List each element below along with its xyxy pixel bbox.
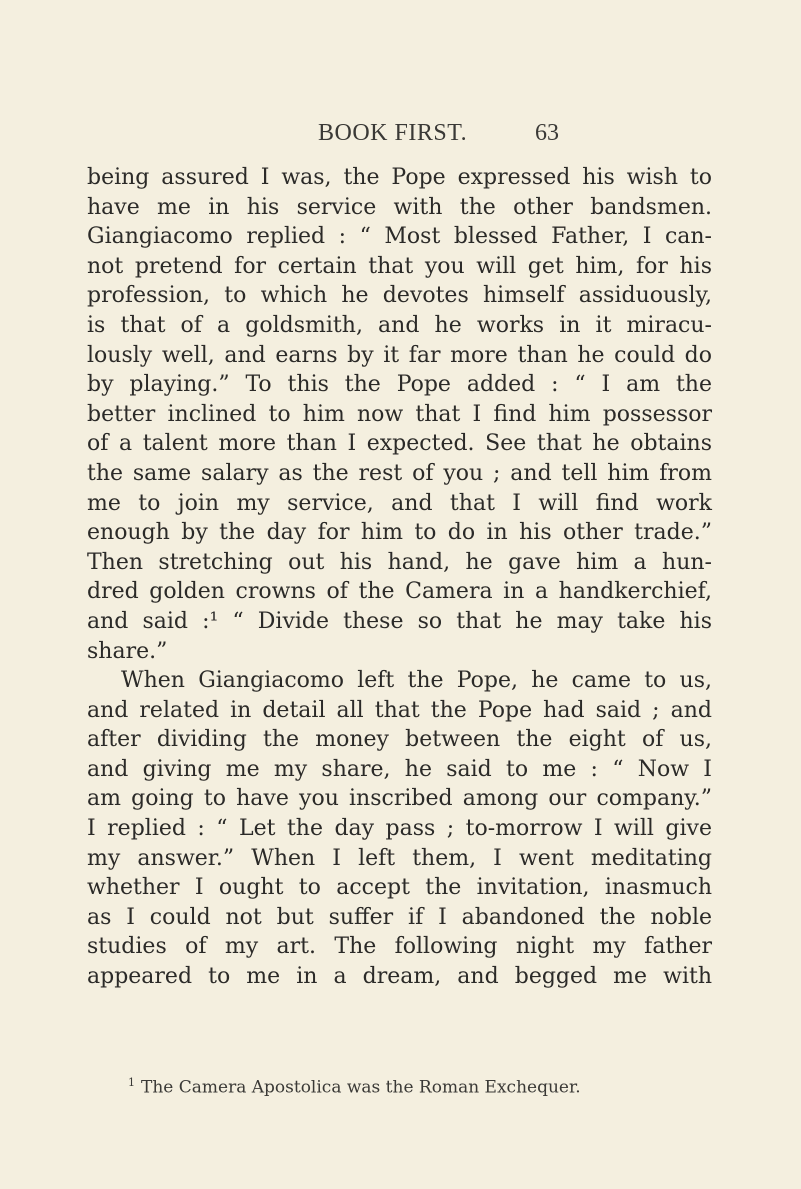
text-line: When Giangiacomo left the Pope, he came to us, bbox=[121, 668, 712, 694]
text-line: and said :¹ “ Divide these so that he may take his bbox=[87, 608, 712, 634]
text-line: dred golden crowns of the Camera in a handkerchief, bbox=[87, 579, 712, 605]
text-line: appeared to me in a dream, and begged me with bbox=[87, 964, 712, 990]
text-line: is that of a goldsmith, and he works in it miracu- bbox=[87, 312, 712, 338]
text-line: by playing.” To this the Pope added : “ I am the bbox=[87, 372, 712, 398]
text-line: share.” bbox=[87, 638, 168, 664]
text-line: not pretend for certain that you will get him, for his bbox=[87, 253, 712, 279]
text-line: the same salary as the rest of you ; and tell him from bbox=[87, 460, 712, 486]
text-line: whether I ought to accept the invitation, inasmuch bbox=[87, 875, 712, 901]
text-line: Giangiacomo replied : “ Most blessed Father, I can- bbox=[87, 224, 712, 250]
text-line: am going to have you inscribed among our company.” bbox=[87, 786, 712, 812]
text-line: Then stretching out his hand, he gave him a hun- bbox=[87, 549, 712, 575]
text-line: of a talent more than I expected. See that he obtains bbox=[87, 431, 712, 457]
footnote-text: The Camera Apostolica was the Roman Exchequer. bbox=[141, 1077, 581, 1098]
page-number: 63 bbox=[535, 120, 559, 146]
text-line: being assured I was, the Pope expressed his wish to bbox=[87, 165, 712, 190]
text-line: better inclined to him now that I find him possessor bbox=[87, 401, 712, 427]
text-line: my answer.” When I left them, I went meditating bbox=[87, 845, 712, 871]
text-line: studies of my art. The following night my father bbox=[87, 934, 712, 960]
text-line: lously well, and earns by it far more than he could do bbox=[87, 342, 712, 368]
footnote-mark: 1 bbox=[128, 1076, 135, 1089]
body-text bbox=[87, 163, 712, 992]
text-line: me to join my service, and that I will find work bbox=[87, 490, 712, 516]
text-line: as I could not but suffer if I abandoned the noble bbox=[87, 904, 712, 930]
text-line: and giving me my share, he said to me : “ Now I bbox=[87, 756, 712, 782]
text-line: enough by the day for him to do in his other trade.” bbox=[87, 520, 712, 546]
text-line: and related in detail all that the Pope had said ; and bbox=[87, 697, 712, 723]
text-line: profession, to which he devotes himself assiduously, bbox=[87, 283, 712, 309]
running-head bbox=[0, 120, 801, 150]
running-title: BOOK FIRST. bbox=[318, 120, 468, 146]
text-line: I replied : “ Let the day pass ; to-morrow I will give bbox=[87, 816, 712, 842]
text-line: after dividing the money between the eight of us, bbox=[87, 727, 712, 753]
footnote bbox=[128, 1076, 581, 1098]
text-line: have me in his service with the other bandsmen. bbox=[87, 194, 712, 220]
